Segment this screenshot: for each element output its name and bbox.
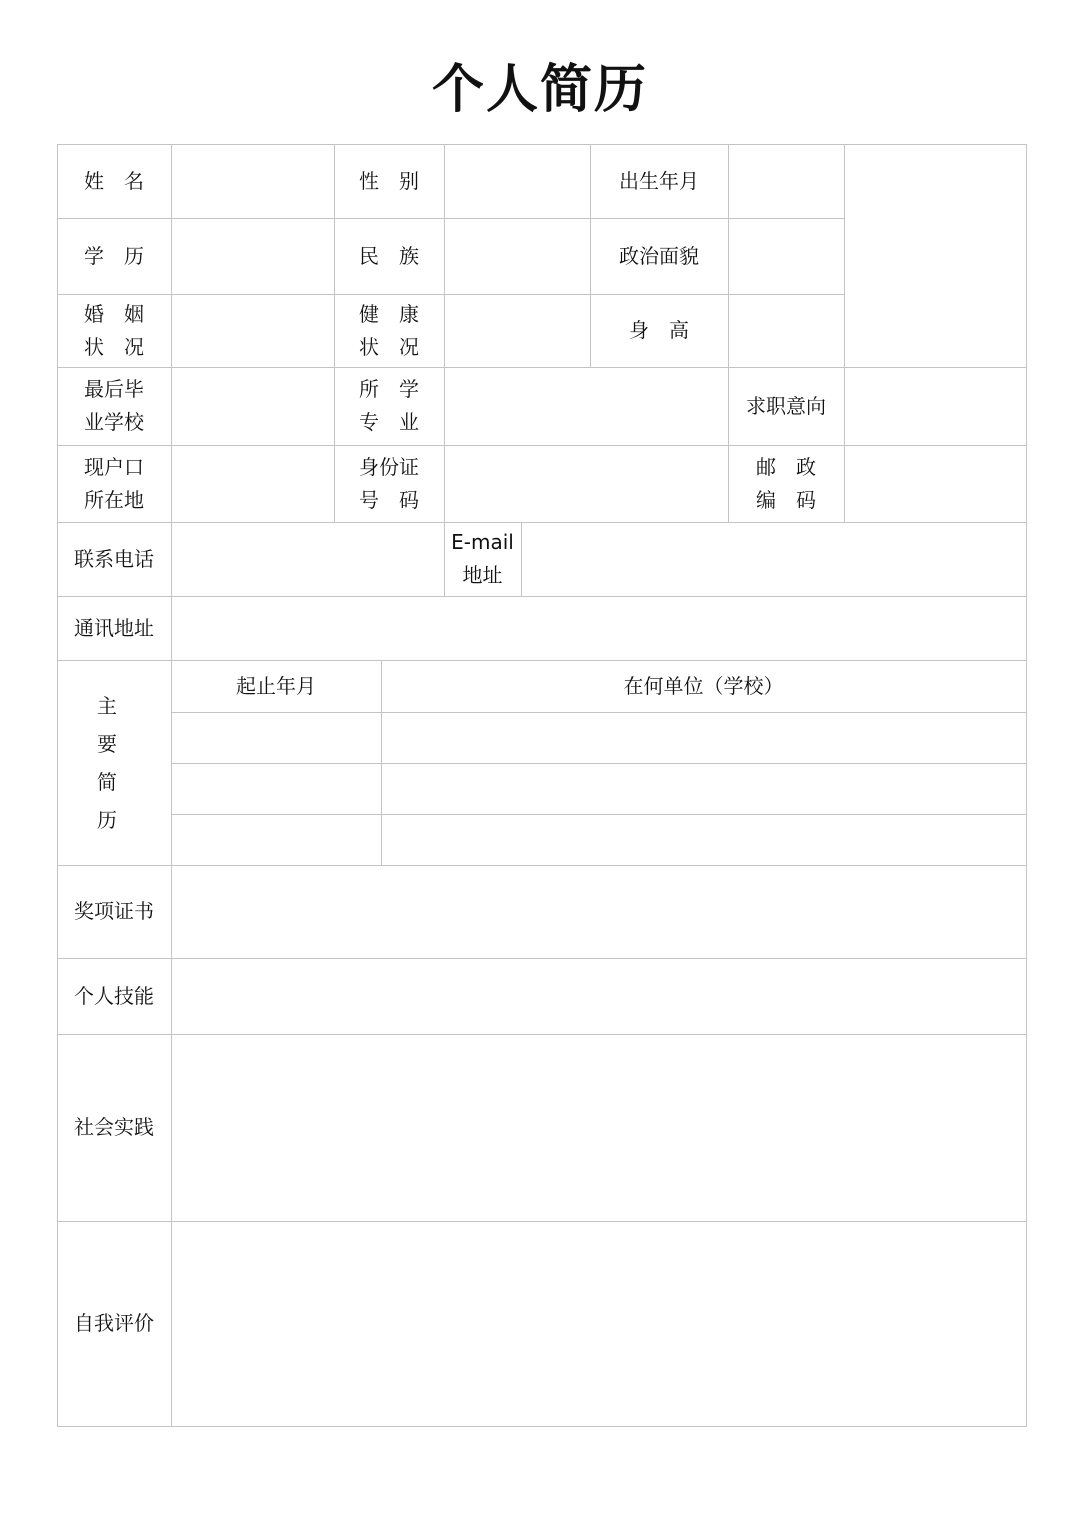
col-divider	[844, 144, 845, 522]
row-divider	[171, 712, 1027, 713]
photo-area[interactable]	[844, 144, 1026, 367]
border-top	[57, 144, 1027, 145]
history-row-1-period[interactable]	[171, 712, 381, 763]
skills-field[interactable]	[171, 958, 1026, 1034]
label-major: 所 学 专 业	[359, 377, 419, 434]
label-self-eval: 自我评价	[74, 1311, 154, 1335]
label-job-intent: 求职意向	[746, 393, 826, 418]
label-residence: 现户口 所在地	[84, 454, 144, 512]
address-field[interactable]	[171, 596, 1026, 660]
page-title: 个人简历	[431, 60, 648, 120]
history-header-unit: 在何单位（学校）	[623, 673, 784, 698]
row-divider	[57, 1221, 1027, 1222]
label-education: 学 历	[84, 243, 144, 268]
label-birth: 出生年月	[619, 168, 699, 193]
label-name: 姓 名	[84, 168, 144, 193]
label-height: 身 高	[629, 318, 689, 342]
row-divider	[57, 865, 1027, 866]
name-field[interactable]	[171, 144, 334, 218]
col-divider	[728, 144, 729, 522]
row-divider	[57, 1034, 1027, 1035]
label-postcode: 邮 政 编 码	[756, 454, 816, 512]
self-eval-field[interactable]	[171, 1221, 1026, 1426]
row-divider	[57, 522, 1027, 523]
row-divider	[171, 763, 1027, 764]
history-row-1-unit[interactable]	[381, 712, 1026, 763]
major-field[interactable]	[444, 367, 728, 445]
label-id-number: 身份证 号 码	[359, 454, 419, 512]
label-practice: 社会实践	[74, 1115, 154, 1139]
label-gender: 性 别	[359, 168, 419, 193]
row-divider	[57, 367, 1027, 368]
row-divider	[171, 814, 1027, 815]
school-field[interactable]	[171, 367, 334, 445]
border-bottom	[57, 1426, 1027, 1427]
job-intent-field[interactable]	[844, 367, 1026, 445]
label-school: 最后毕 业学校	[84, 377, 144, 434]
row-divider	[57, 660, 1027, 661]
label-marital: 婚 姻 状 况	[84, 301, 144, 359]
history-row-2-period[interactable]	[171, 763, 381, 814]
col-divider	[334, 144, 335, 522]
postcode-field[interactable]	[844, 445, 1026, 522]
label-awards: 奖项证书	[74, 899, 154, 923]
birth-field[interactable]	[728, 144, 844, 218]
history-row-2-unit[interactable]	[381, 763, 1026, 814]
awards-field[interactable]	[171, 865, 1026, 958]
ethnicity-field[interactable]	[444, 218, 590, 294]
label-phone: 联系电话	[74, 546, 154, 571]
marital-field[interactable]	[171, 294, 334, 367]
col-divider	[590, 144, 591, 367]
col-divider	[521, 522, 522, 596]
history-row-3-unit[interactable]	[381, 814, 1026, 865]
row-divider	[57, 958, 1027, 959]
history-row-3-period[interactable]	[171, 814, 381, 865]
row-divider	[57, 294, 844, 295]
health-field[interactable]	[444, 294, 590, 367]
height-field[interactable]	[728, 294, 844, 367]
border-left	[57, 144, 58, 1427]
residence-field[interactable]	[171, 445, 334, 522]
education-field[interactable]	[171, 218, 334, 294]
political-field[interactable]	[728, 218, 844, 294]
label-health: 健 康 状 况	[359, 301, 419, 359]
row-divider	[57, 596, 1027, 597]
row-divider	[57, 218, 844, 219]
label-ethnicity: 民 族	[359, 243, 419, 268]
col-divider	[444, 144, 445, 596]
border-right	[1026, 144, 1027, 1427]
history-header-period: 起止年月	[236, 673, 316, 698]
label-address: 通讯地址	[74, 615, 154, 640]
col-divider	[381, 660, 382, 865]
email-field[interactable]	[521, 522, 1026, 596]
phone-field[interactable]	[171, 522, 444, 596]
label-history: 主 要 简 历	[97, 693, 117, 832]
gender-field[interactable]	[444, 144, 590, 218]
practice-field[interactable]	[171, 1034, 1026, 1221]
row-divider	[57, 445, 1027, 446]
label-email: E-mail 地址	[451, 530, 514, 587]
label-skills: 个人技能	[74, 983, 154, 1008]
id-number-field[interactable]	[444, 445, 728, 522]
label-political: 政治面貌	[619, 243, 699, 268]
col-divider	[171, 144, 172, 1427]
